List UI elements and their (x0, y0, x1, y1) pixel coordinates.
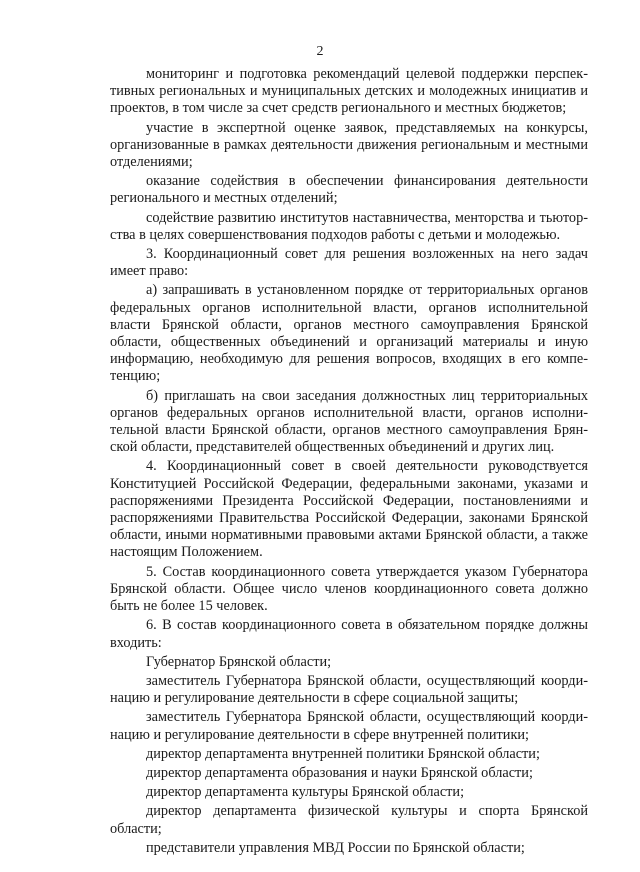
paragraph-expert-evaluation: участие в экспертной оценке заявок, представляемых на конкурсы, организованные в рамках деятельности движения региональным и местными отделениями; (110, 119, 588, 171)
paragraph-monitoring: мониторинг и подготовка рекомендаций целевой поддержки перспективных региональных и муниципальных детских и молодежных инициатив и проектов, в том числе за счет средств регионального и местных бюджетов; (110, 66, 588, 117)
list-item-deputy-social: заместитель Губернатора Брянской области, осуществляющий координацию и регулирование деятельности в сфере социальной защиты; (110, 672, 588, 707)
paragraph-clause-6: 6. В состав координационного совета в обязательном порядке должны входить: (110, 617, 588, 651)
list-item-governor: Губернатор Брянской области; (146, 653, 332, 670)
paragraph-clause-5: 5. Состав координационного совета утверждается указом Губернатора Брянской области. Общее число членов координационного совета должно быть не более 15 человек. (110, 563, 588, 615)
paragraph-clause-3: 3. Координационный совет для решения возложенных на него задач имеет право: (110, 246, 588, 280)
list-item-director-culture: директор департамента культуры Брянской области; (146, 784, 465, 801)
paragraph-clause-3a: а) запрашивать в установленном порядке от территориальных органов федеральных органов исполнительной власти, органов исполнительной власти Брянской области, органов местного самоуправления Брянской области, общественных объединений и организаций материалы и иную информацию, необходимую для решения вопросов, входящих в его компетенцию; (110, 282, 588, 385)
list-item-mvd-representatives: представители управления МВД России по Брянской области; (146, 839, 525, 856)
paragraph-clause-3b: б) приглашать на свои заседания должностных лиц территориальных органов федеральных органов исполнительной власти, органов исполнительной власти Брянской области, органов местного самоуправления Брянской области, представителей общественных объединений и других лиц. (110, 387, 588, 456)
list-item-director-internal-policy: директор департамента внутренней политики Брянской области; (146, 745, 540, 762)
paragraph-mentorship: содействие развитию институтов наставничества, менторства и тьюторства в целях совершенствования подходов работы с детьми и молодежью. (110, 209, 588, 243)
list-item-director-sport: директор департамента физической культуры и спорта Брянской области; (110, 803, 588, 837)
list-item-director-education: директор департамента образования и науки Брянской области; (146, 764, 533, 781)
list-item-deputy-internal: заместитель Губернатора Брянской области, осуществляющий координацию и регулирование деятельности в сфере внутренней политики; (110, 709, 588, 743)
document-body (110, 66, 588, 859)
paragraph-financing-assistance: оказание содействия в обеспечении финансирования деятельности регионального и местных отделений; (110, 173, 588, 207)
paragraph-clause-4: 4. Координационный совет в своей деятельности руководствуется Конституцией Российской Федерации, федеральными законами, указами и распоряжениями Президента Российской Федерации, постановлениями и распоряжениями Правительства Российской Федерации, законами Брянской области, иными нормативными правовыми актами Брянской области, а также настоящим Положением. (110, 458, 588, 561)
page-number: 2 (316, 44, 324, 59)
